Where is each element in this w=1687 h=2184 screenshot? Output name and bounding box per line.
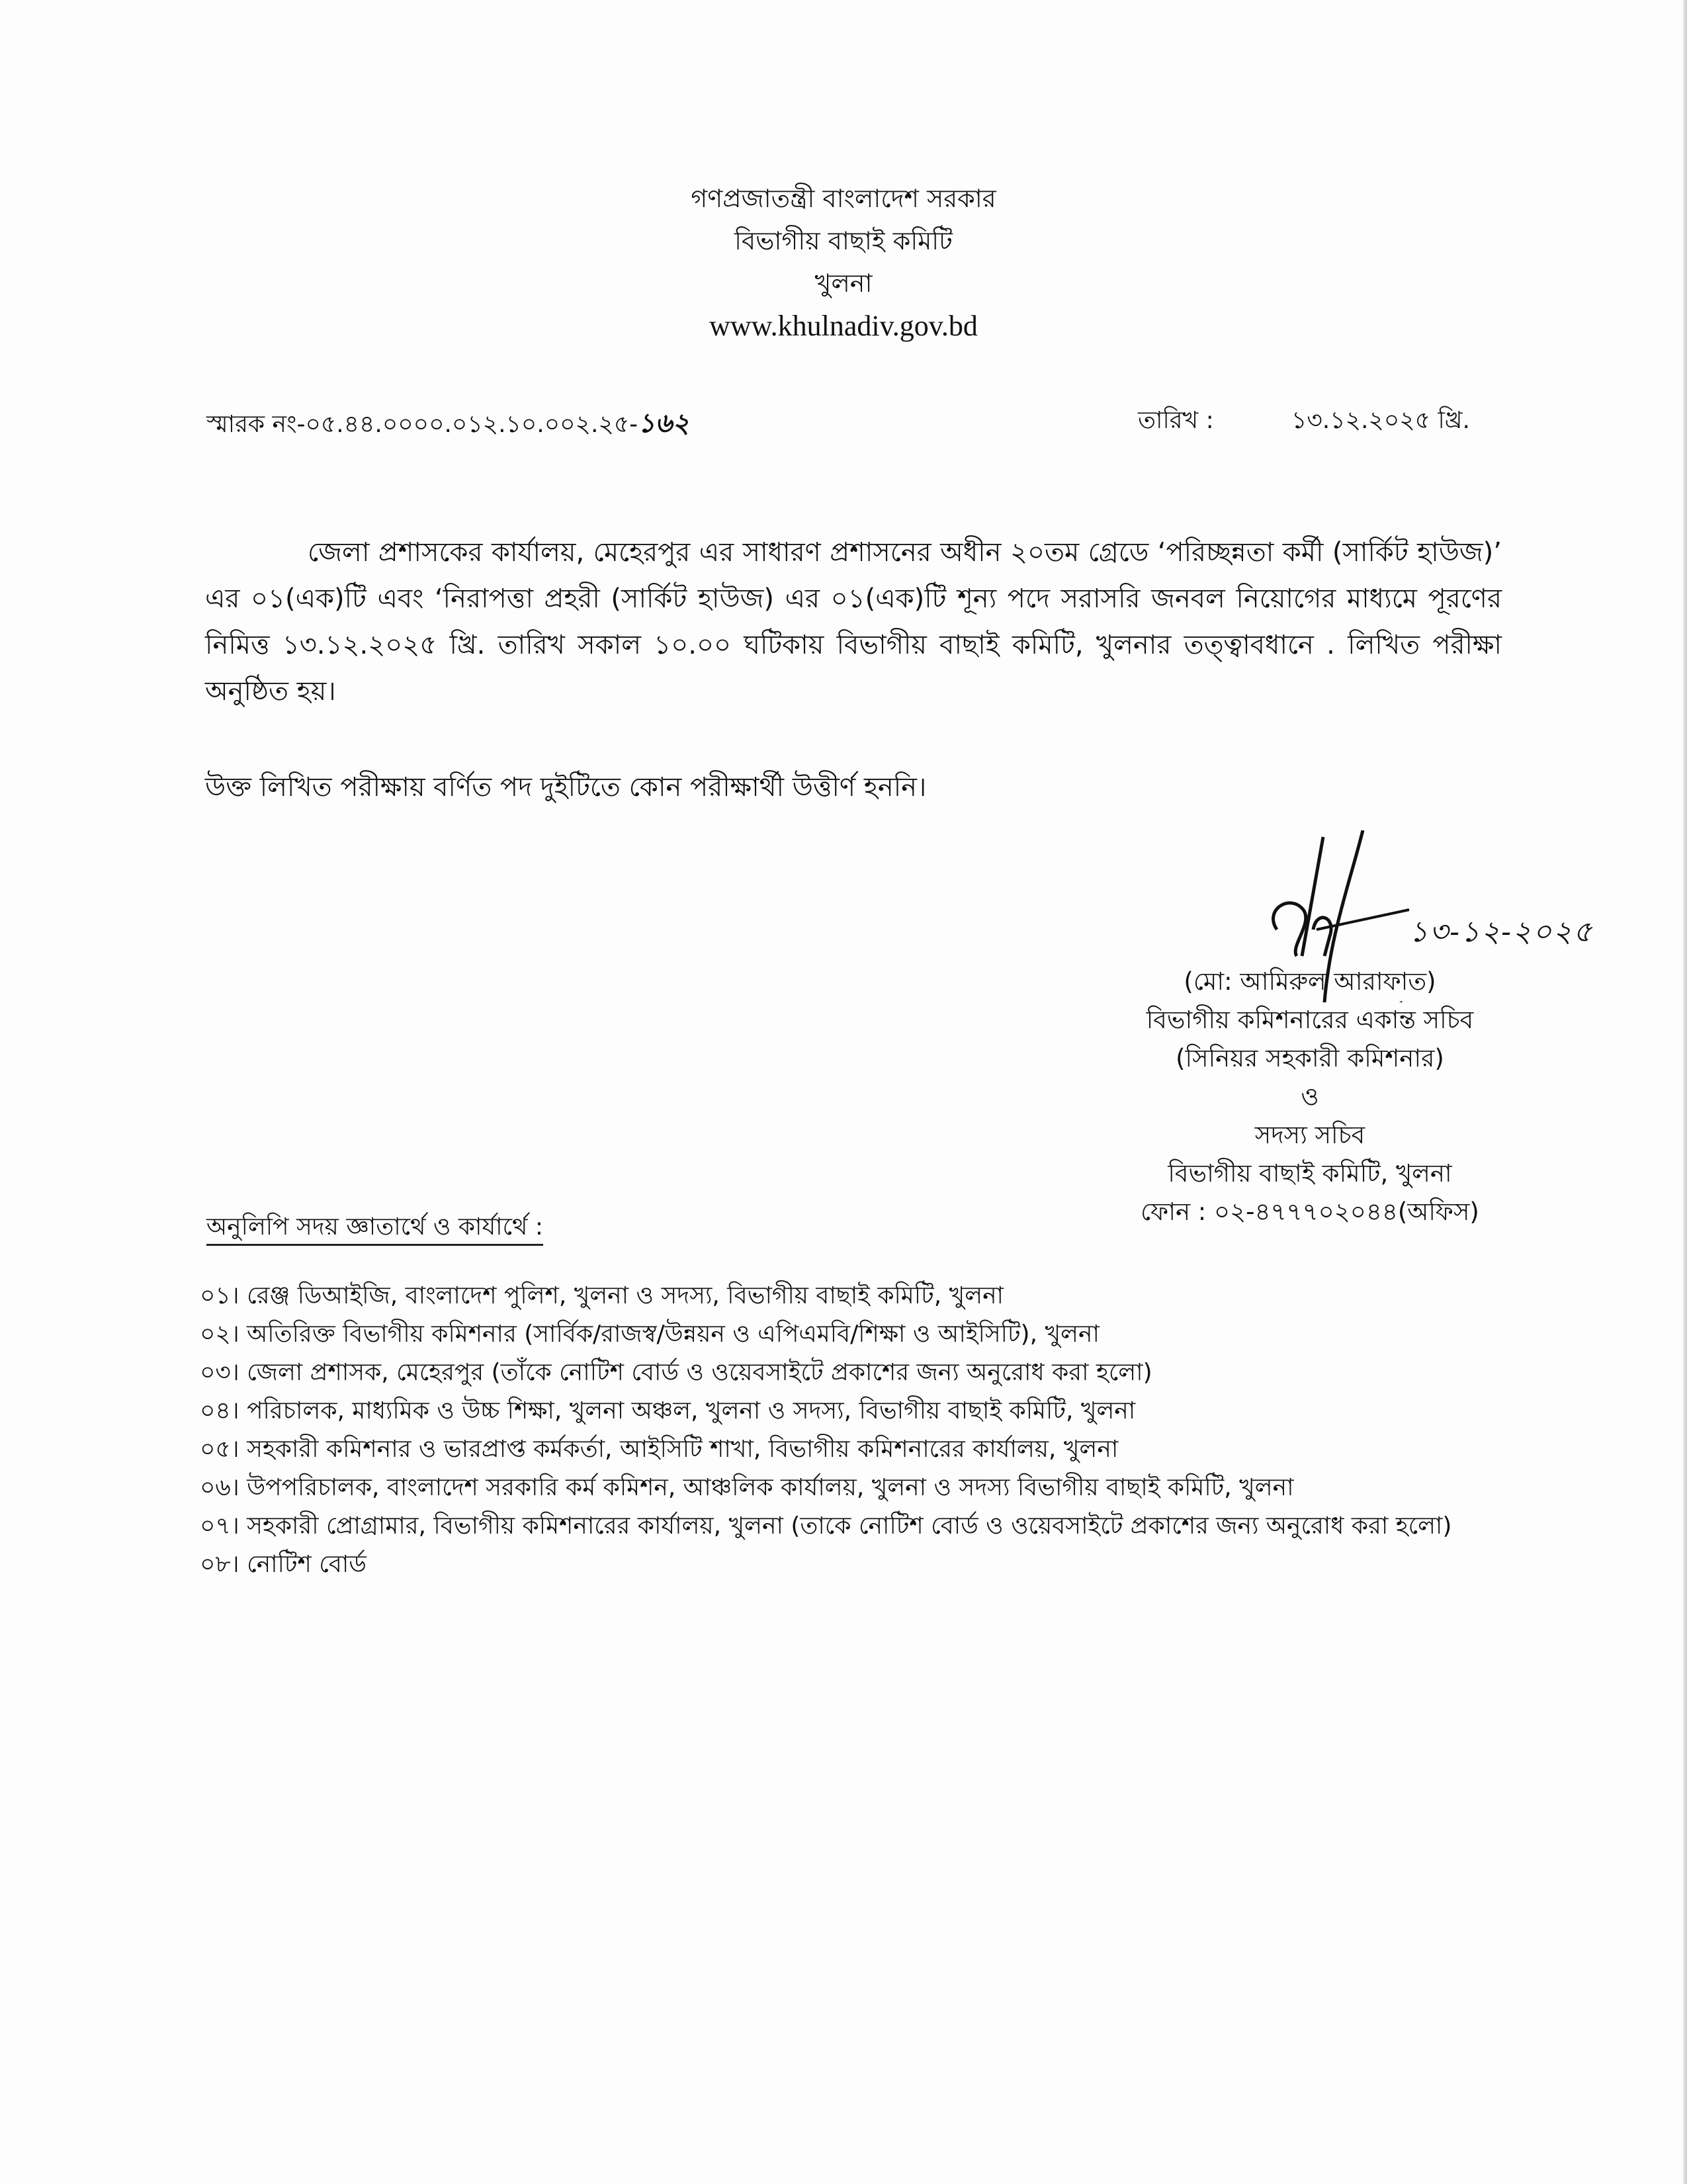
committee-name: বিভাগীয় বাছাই কমিটি <box>734 226 953 255</box>
copy-item: ০৬। উপপরিচালক, বাংলাদেশ সরকারি কর্ম কমিশন, আঞ্চলিক কার্যালয়, খুলনা ও সদস্য বিভাগীয় বাছাই কমিটি, খুলনা <box>200 1474 1294 1501</box>
memo-row <box>206 402 1503 442</box>
copy-heading: অনুলিপি সদয় জ্ঞাতার্থে ও কার্যার্থে : <box>206 1211 543 1246</box>
copy-list <box>200 1277 1451 1584</box>
signature-scribble <box>1250 830 1422 1002</box>
memo-prefix: স্মারক নং-০৫.৪৪.০০০০.০১২.১০.০০২.২৫- <box>206 411 638 438</box>
copy-item: ০৮। নোটিশ বোর্ড <box>200 1551 367 1578</box>
memo-handwritten-number: ১৬২ <box>638 408 690 439</box>
signatory-designation-2: (সিনিয়র সহকারী কমিশনার) <box>1176 1044 1444 1072</box>
body-paragraph-2: উক্ত লিখিত পরীক্ষায় বর্ণিত পদ দুইটিতে কোন পরীক্ষার্থী উত্তীর্ণ হননি। <box>205 772 927 803</box>
copy-item: ০১। রেঞ্জ ডিআইজি, বাংলাদেশ পুলিশ, খুলনা ও সদস্য, বিভাগীয় বাছাই কমিটি, খুলনা <box>200 1282 1004 1309</box>
signatory-designation-1: বিভাগীয় কমিশনারের একান্ত সচিব <box>1146 1006 1474 1034</box>
signature-block <box>1085 830 1594 1231</box>
copy-item: ০৭। সহকারী প্রোগ্রামার, বিভাগীয় কমিশনারের কার্যালয়, খুলনা (তাকে নোটিশ বোর্ড ও ওয়েবসাইটে প্রকাশের জন্য অনুরোধ করা হলো) <box>200 1512 1452 1540</box>
signature <box>1085 830 1594 963</box>
memo-number <box>206 402 689 447</box>
location: খুলনা <box>814 269 873 298</box>
signatory-designation-3: সদস্য সচিব <box>1254 1121 1365 1149</box>
date-label: তারিখ : <box>1138 407 1214 434</box>
signature-date: ১৩-১২-২০২৫ <box>1409 915 1594 949</box>
letterhead <box>0 177 1687 348</box>
body-paragraph-1: জেলা প্রশাসকের কার্যালয়, মেহেরপুর এর সাধারণ প্রশাসনের অধীন ২০তম গ্রেডে ‘পরিচ্ছন্নতা কর্মী (সার্কিট হাউজ)’ এর ০১(এক)টি এবং ‘নিরাপত্তা প্রহরী (সার্কিট হাউজ) এর ০১(এক)টি শূন্য পদে সরাসরি জনবল নিয়োগের মাধ্যমে পূরণের নিমিত্ত ১৩.১২.২০২৫ খ্রি. তারিখ সকাল ১০.০০ ঘটিকায় বিভাগীয় বাছাই কমিটি, খুলনার তত্ত্বাবধানে . লিখিত পরীক্ষা অনুষ্ঠিত হয়। <box>205 537 1502 707</box>
copy-item: ০৫। সহকারী কমিশনার ও ভারপ্রাপ্ত কর্মকর্তা, আইসিটি শাখা, বিভাগীয় কমিশনারের কার্যালয়, খুলনা <box>200 1436 1119 1463</box>
website-link[interactable]: www.khulnadiv.gov.bd <box>709 310 978 342</box>
copy-item: ০৪। পরিচালক, মাধ্যমিক ও উচ্চ শিক্ষা, খুলনা অঞ্চল, খুলনা ও সদস্য, বিভাগীয় বাছাই কমিটি, খুলনা <box>200 1397 1136 1424</box>
copy-item: ০৩। জেলা প্রশাসক, মেহেরপুর (তাঁকে নোটিশ বোর্ড ও ওয়েবসাইটে প্রকাশের জন্য অনুরোধ করা হলো) <box>200 1359 1152 1386</box>
government-name: গণপ্রজাতন্ত্রী বাংলাদেশ সরকার <box>691 184 996 213</box>
date-value: ১৩.১২.২০২৫ খ্রি. <box>1291 407 1470 434</box>
copy-item: ০২। অতিরিক্ত বিভাগীয় কমিশনার (সার্বিক/রাজস্ব/উন্নয়ন ও এপিএমবি/শিক্ষা ও আইসিটি), খুলনা <box>200 1321 1100 1348</box>
signatory-conjunction: ও <box>1301 1082 1319 1111</box>
signatory-designation-4: বিভাগীয় বাছাই কমিটি, খুলনা <box>1168 1159 1452 1188</box>
signatory-name: (মো: আমিরুল আরাফাত) <box>1184 967 1436 996</box>
signatory-phone: ফোন : ০২-৪৭৭৭০২০৪৪(অফিস) <box>1141 1198 1479 1226</box>
